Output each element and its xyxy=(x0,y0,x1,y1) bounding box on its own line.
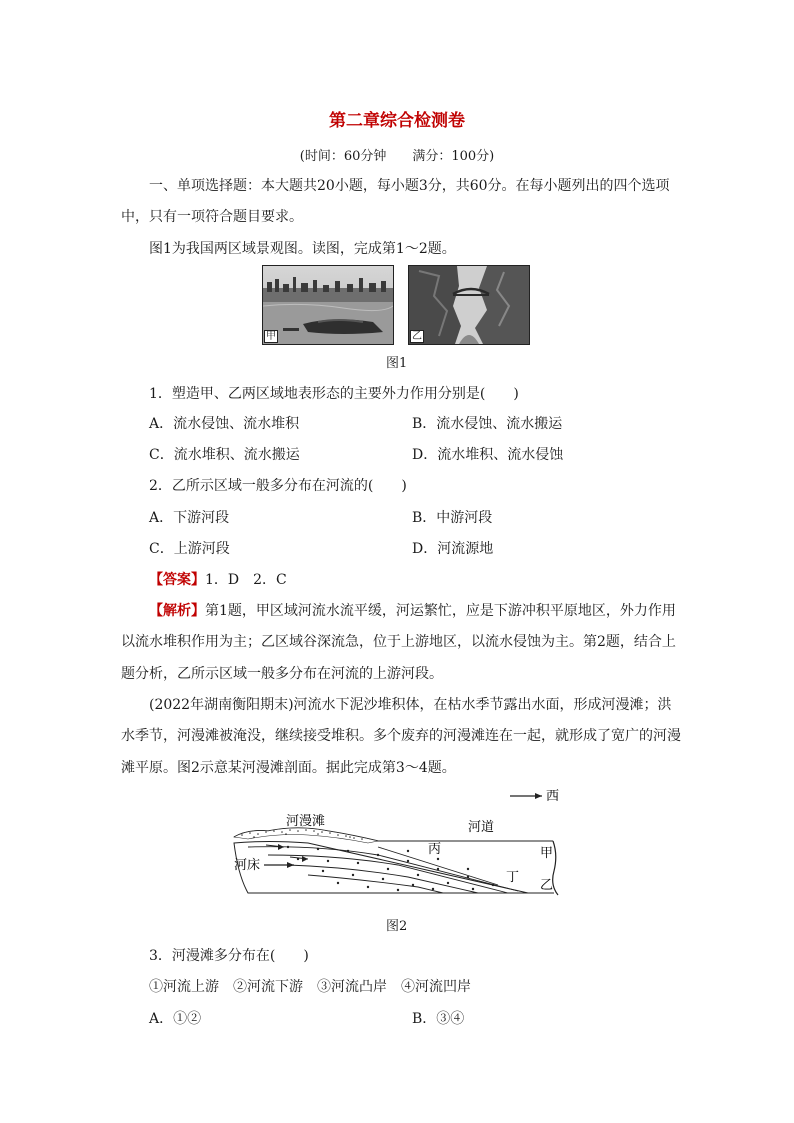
question-1-option-a: A．流水侵蚀、流水堆积 xyxy=(149,416,300,432)
question-1-stem: 1．塑造甲、乙两区域地表形态的主要外力作用分别是( ) xyxy=(149,386,519,402)
question-3-option-b: B．③④ xyxy=(412,1011,465,1027)
figure1-label-yi: 乙 xyxy=(412,331,422,342)
section-heading-line1: 一、单项选择题：本大题共20小题，每小题3分，共60分。在每小题列出的四个选项 xyxy=(149,178,670,194)
question-3-choices: ①河流上游 ②河流下游 ③河流凸岸 ④河流凹岸 xyxy=(149,979,471,995)
question-2-option-c: C．上游河段 xyxy=(149,541,230,557)
arrow-west-icon xyxy=(535,793,542,799)
question-1-option-c: C．流水堆积、流水搬运 xyxy=(149,447,300,463)
label-jia: 甲 xyxy=(540,846,554,861)
analysis-line1 xyxy=(149,602,676,620)
label-riverbed: 河床 xyxy=(234,858,261,873)
figure2-intro-line2: 水季节，河漫滩被淹没，继续接受堆积。多个废弃的河漫滩连在一起，就形成了宽广的河漫 xyxy=(121,728,681,744)
answer-text: 1．D 2．C xyxy=(205,572,287,588)
section-heading-line2: 中，只有一项符合题目要求。 xyxy=(121,209,303,225)
figure1-intro: 图1为我国两区域景观图。读图，完成第1～2题。 xyxy=(149,241,456,257)
question-3-stem: 3．河漫滩多分布在( ) xyxy=(149,948,309,964)
question-2-stem: 2．乙所示区域一般多分布在河流的( ) xyxy=(149,478,407,494)
figure2-intro-line1: (2022年湖南衡阳期末)河流水下泥沙堆积体，在枯水季节露出水面，形成河漫滩；洪 xyxy=(149,697,672,713)
figure1-caption: 图1 xyxy=(386,356,408,371)
label-channel: 河道 xyxy=(468,820,495,835)
floodplain-diagram xyxy=(228,785,568,905)
gorge-photo xyxy=(409,266,529,344)
figure2-caption: 图2 xyxy=(386,919,408,934)
label-floodplain: 河漫滩 xyxy=(286,814,326,829)
figure1-photo-yi xyxy=(408,265,530,345)
label-yi: 乙 xyxy=(540,878,554,893)
page-title: 第二章综合检测卷 xyxy=(329,111,465,131)
answer-line xyxy=(149,571,287,589)
question-3-option-a: A．①② xyxy=(149,1011,202,1027)
analysis-text-1: 第1题，甲区域河流水流平缓，河运繁忙，应是下游冲积平原地区，外力作用 xyxy=(205,603,676,619)
label-west: 西 xyxy=(546,789,560,804)
figure1-photo-jia xyxy=(262,265,394,345)
label-bing: 丙 xyxy=(428,842,442,857)
figure2-intro-line3: 滩平原。图2示意某河漫滩剖面。据此完成第3～4题。 xyxy=(121,760,456,776)
question-1-option-b: B．流水侵蚀、流水搬运 xyxy=(412,416,563,432)
exam-meta: (时间：60分钟 满分：100分) xyxy=(299,149,495,164)
question-1-option-d: D．流水堆积、流水侵蚀 xyxy=(412,447,564,463)
analysis-label: 【解析】 xyxy=(149,603,205,619)
question-2-option-a: A．下游河段 xyxy=(149,510,230,526)
floodplain-cross-section xyxy=(228,785,568,905)
label-ding: 丁 xyxy=(506,870,520,885)
figure1-label-jia: 甲 xyxy=(266,331,276,342)
answer-label: 【答案】 xyxy=(149,572,205,588)
analysis-line2: 以流水堆积作用为主；乙区域谷深流急，位于上游地区，以流水侵蚀为主。第2题，结合上 xyxy=(121,634,676,650)
city-river-photo xyxy=(263,266,393,344)
question-2-option-b: B．中游河段 xyxy=(412,510,493,526)
analysis-line3: 题分析，乙所示区域一般多分布在河流的上游河段。 xyxy=(121,666,443,682)
question-2-option-d: D．河流源地 xyxy=(412,541,494,557)
